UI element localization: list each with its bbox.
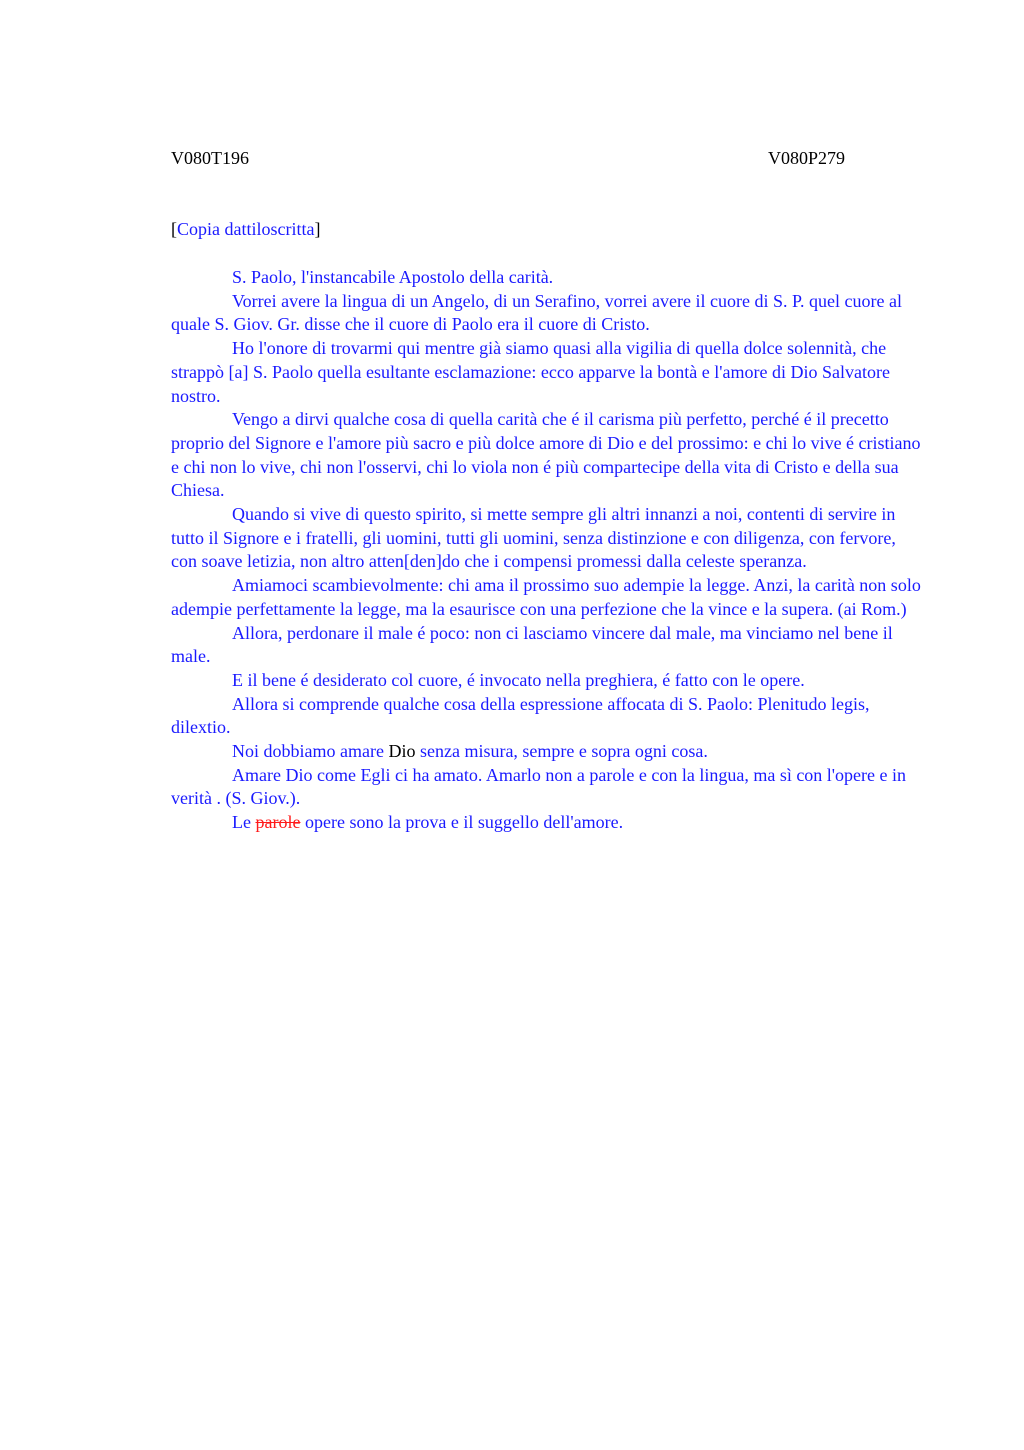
text-segment: Noi dobbiamo amare xyxy=(232,741,389,762)
close-bracket: ] xyxy=(314,219,321,239)
paragraph: Amare Dio come Egli ci ha amato. Amarlo non a parole e con la lingua, ma sì con l'opere e in verità . (S. Giov.). xyxy=(171,764,907,809)
paragraph-love-god xyxy=(171,740,923,764)
open-bracket: [ xyxy=(171,219,177,239)
document-code-right: V080P279 xyxy=(767,148,845,168)
paragraph: Amiamoci scambievolmente: chi ama il prossimo suo adempie la legge. Anzi, la carità non solo adempie perfettamente la legge, ma la esaurisce con una perfezione che la vince e la supera. (ai Rom.) xyxy=(171,575,921,619)
paragraph: Quando si vive di questo spirito, si mette sempre gli altri innanzi a noi, contenti di servire in tutto il Signore e i fratelli, gli uomini, tutti gli uomini, senza distinzione e con diligenza, con fervore, con soave letizia, non altro atten[den]do che i compensi promessi dalla celeste speranza. xyxy=(171,504,896,572)
paragraph: Ho l'onore di trovarmi qui mentre già siamo quasi alla vigilia di quella dolce solennità, che strappò [a] S. Paolo quella esultante esclamazione: ecco apparve la bontà e l'amore di Dio Salvatore nostro. xyxy=(171,338,890,406)
paragraph-final xyxy=(171,811,923,835)
paragraph: Vorrei avere la lingua di un Angelo, di un Serafino, vorrei avere il cuore di S. P. quel cuore al quale S. Giov. Gr. disse che il cuore di Paolo era il cuore di Cristo. xyxy=(171,290,902,335)
deleted-word: parole xyxy=(255,812,301,833)
text-segment: senza misura, sempre e sopra ogni cosa. xyxy=(415,741,708,762)
document-code-left: V080T196 xyxy=(171,148,249,168)
document-body xyxy=(171,266,923,835)
paragraph: Allora, perdonare il male é poco: non ci lasciamo vincere dal male, ma vinciamo nel bene il male. xyxy=(171,622,893,667)
document-header xyxy=(171,146,845,170)
original-word: Dio xyxy=(388,741,416,762)
paragraph: S. Paolo, l'instancabile Apostolo della carità. xyxy=(232,267,554,287)
copy-type-note xyxy=(171,217,320,241)
text-segment: opere sono la prova e il suggello dell'amore. xyxy=(300,812,624,833)
copy-type-label: Copia dattiloscritta xyxy=(177,219,315,239)
paragraph: Allora si comprende qualche cosa della espressione affocata di S. Paolo: Plenitudo legis, dilextio. xyxy=(171,693,870,738)
text-segment: Le xyxy=(232,812,256,833)
paragraph: E il bene é desiderato col cuore, é invocato nella preghiera, é fatto con le opere. xyxy=(232,669,805,690)
paragraph: Vengo a dirvi qualche cosa di quella carità che é il carisma più perfetto, perché é il precetto proprio del Signore e l'amore più sacro e più dolce amore di Dio e del prossimo: e chi lo vive é cristiano e chi non lo vive, chi non l'osservi, chi lo viola non é più compartecipe della vita di Cristo e della sua Chiesa. xyxy=(171,409,921,501)
